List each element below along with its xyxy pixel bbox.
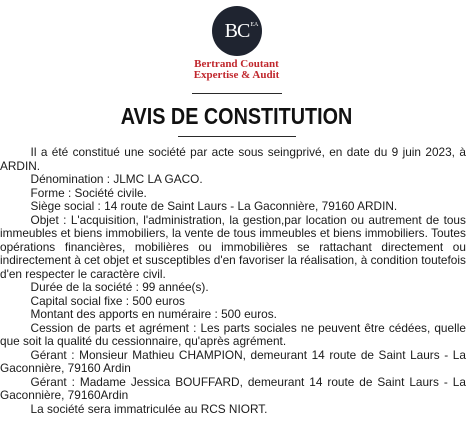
paragraph-apports: Montant des apports en numéraire : 500 euros. [30, 307, 277, 321]
divider-top [192, 93, 282, 94]
notice-body [0, 146, 473, 416]
divider-bottom [178, 136, 296, 137]
paragraph-siege: Siège social : 14 route de Saint Laurs - La Gaconnière, 79160 ARDIN. [30, 199, 398, 213]
firm-subtitle: Expertise & Audit [193, 69, 280, 81]
notice-title: AVIS DE CONSTITUTION [120, 103, 353, 129]
paragraph-gerant-1: Gérant : Monsieur Mathieu CHAMPION, demeurant 14 route de Saint Laurs - La Gaconnière, 79160 Ardin [0, 347, 466, 375]
paragraph-cession: Cession de parts et agrément : Les parts sociales ne peuvent être cédées, quelle que soit la qualité du cessionnaire, qu'après agrément. [0, 320, 466, 348]
paragraph-intro: Il a été constitué une société par acte sous seingprivé, en date du 9 juin 2023, à ARDIN. [0, 145, 466, 173]
firm-logo [212, 6, 262, 56]
firm-name: Bertrand Coutant [194, 58, 279, 70]
logo-monogram: BC EA [224, 19, 259, 42]
logo-superscript: EA [250, 21, 259, 28]
paragraph-gerant-2: Gérant : Madame Jessica BOUFFARD, demeurant 14 route de Saint Laurs - La Gaconnière, 79160Ardin [0, 374, 466, 402]
paragraph-duree: Durée de la société : 99 année(s). [30, 280, 209, 294]
paragraph-capital: Capital social fixe : 500 euros [30, 293, 185, 308]
paragraph-objet: Objet : L'acquisition, l'administration, la gestion,par location ou autrement de tous immeubles et biens immobiliers, la vente de tous immeubles et biens immobiliers. Toutes opérations financières, mobilières ou immobilières se rattachant directement ou indirectement à cet objet et susceptibles d'en favoriser la réalisation, à condition toutefois d'en respecter le caractère civil. [0, 212, 466, 281]
paragraph-forme: Forme : Société civile. [30, 185, 147, 200]
paragraph-rcs: La société sera immatriculée au RCS NIORT. [30, 401, 268, 416]
paragraph-denomination: Dénomination : JLMC LA GACO. [30, 172, 203, 186]
